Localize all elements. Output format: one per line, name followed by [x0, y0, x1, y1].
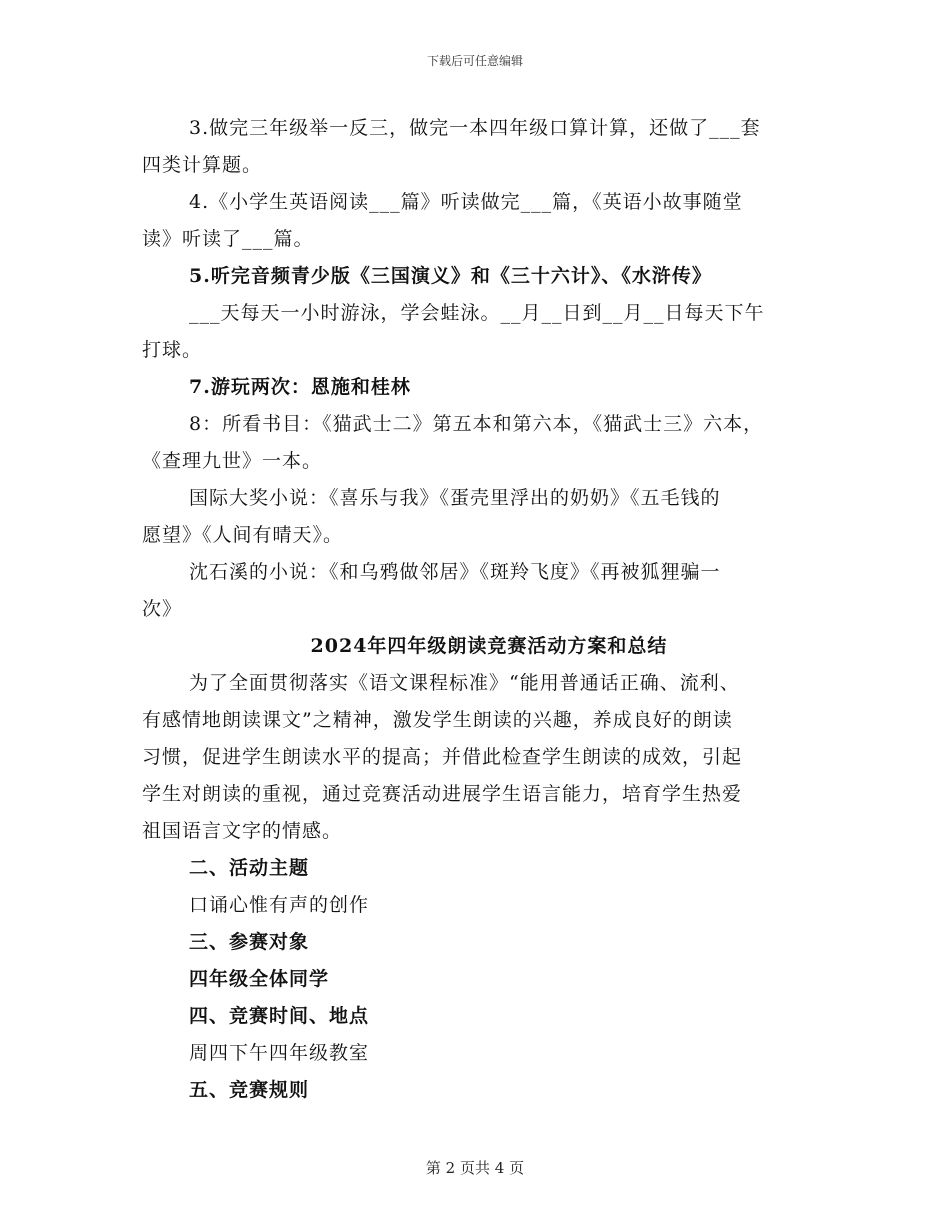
bold-line: 5.听完音频青少版《三国演义》和《三十六计》、《水浒传》 — [189, 265, 712, 287]
text-line: 学生对朗读的重视，通过竞赛活动进展学生语言能力，培育学生热爱 — [142, 783, 743, 805]
text-line: 《查理九世》一本。 — [142, 450, 323, 472]
text-line: 4.《小学生英语阅读___篇》听读做完___篇，《英语小故事随堂 — [189, 191, 743, 213]
text-line: 有感情地朗读课文”之精神，激发学生朗读的兴趣，养成良好的朗读 — [142, 709, 733, 731]
heading: 五、竞赛规则 — [189, 1079, 310, 1101]
text-line: 周四下午四年级教室 — [189, 1042, 370, 1064]
text-line: ___天每天一小时游泳，学会蛙泳。__月__日到__月__日每天下午 — [189, 302, 765, 324]
bold-line: 四年级全体同学 — [189, 968, 330, 990]
text-line: 习惯，促进学生朗读水平的提高；并借此检查学生朗读的成效，引起 — [142, 746, 743, 768]
section-title: 2024年四年级朗读竞赛活动方案和总结 — [310, 635, 668, 657]
text-line: 3.做完三年级举一反三，做完一本四年级口算计算，还做了___套 — [189, 117, 761, 139]
page-header: 下载后可任意编辑 — [426, 54, 523, 68]
heading: 二、活动主题 — [189, 857, 310, 879]
heading: 四、竞赛时间、地点 — [189, 1005, 370, 1027]
heading: 三、参赛对象 — [189, 931, 310, 953]
text-line: 读》听读了___篇。 — [142, 228, 314, 250]
text-line: 打球。 — [142, 339, 203, 361]
document-body — [142, 110, 810, 1109]
text-line: 愿望》《人间有晴天》。 — [142, 524, 344, 546]
text-line: 国际大奖小说：《喜乐与我》《蛋壳里浮出的奶奶》《五毛钱的 — [189, 487, 721, 509]
text-line: 祖国语言文字的情感。 — [142, 820, 343, 842]
bold-line: 7.游玩两次：恩施和桂林 — [189, 376, 411, 398]
text-line: 8：所看书目：《猫武士二》第五本和第六本，《猫武士三》六本， — [189, 413, 764, 435]
text-line: 次》 — [142, 598, 183, 620]
text-line: 为了全面贯彻落实《语文课程标准》“能用普通话正确、流利、 — [189, 672, 740, 694]
text-line: 四类计算题。 — [142, 154, 263, 176]
text-line: 口诵心惟有声的创作 — [189, 894, 370, 916]
text-line: 沈石溪的小说：《和乌鸦做邻居》《斑羚飞度》《再被狐狸骗一 — [189, 561, 721, 583]
page-footer: 第 2 页共 4 页 — [425, 1159, 525, 1177]
